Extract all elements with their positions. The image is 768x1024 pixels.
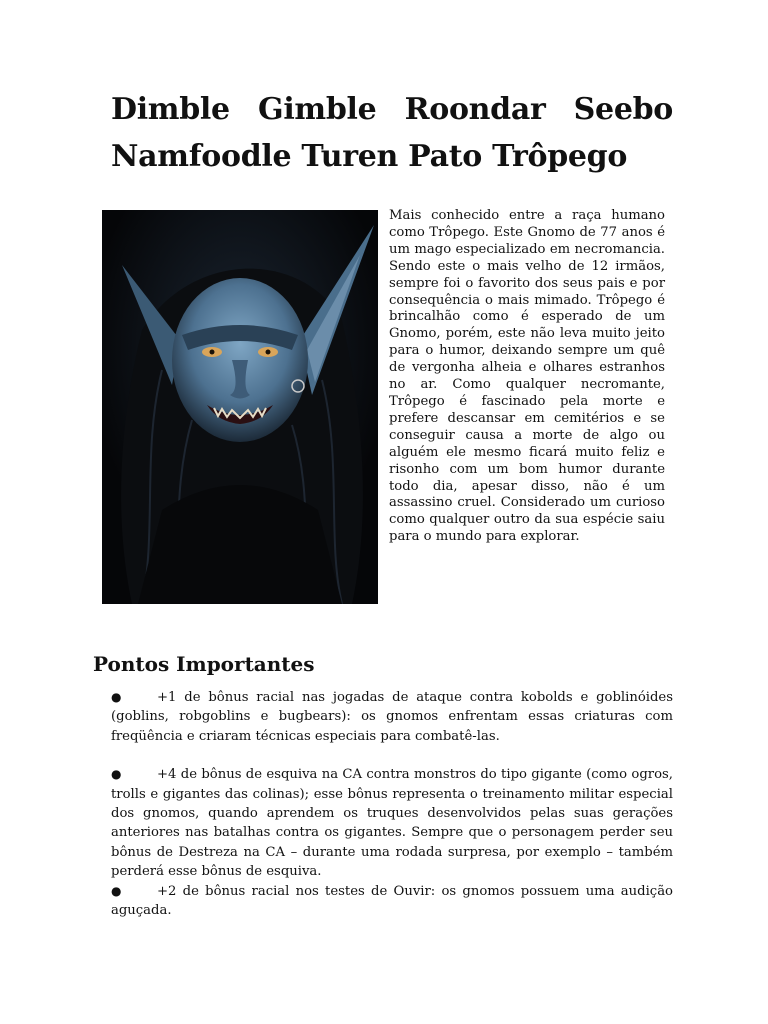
intro-paragraph: Mais conhecido entre a raça humano como Trôpego. Este Gnomo de 77 anos é um mago especializado em necromancia. Sendo este o mais velho de 12 irmãos, sempre foi o favorito dos seus pais e por consequência o mais mimado. Trôpego é brincalhão como é esperado de um Gnomo, porém, este não leva muito jeito para o humor, deixando sempre um quê de vergonha alheia e olhares estranhos no ar. Como qualquer necromante, Trôpego é fascinado pela morte e prefere descansar em cemitérios e se conseguir causa a morte de algo ou alguém ele mesmo ficará muito feliz e risonho com um bom humor durante todo dia, apesar disso, não é um assassino cruel. Considerado um curioso como qualquer outro da sua espécie saiu para o mundo para explorar. [389, 208, 665, 545]
list-item [111, 765, 673, 881]
section-title: Pontos Importantes [93, 652, 315, 676]
bullet-text: +2 de bônus racial nos testes de Ouvir: os gnomos possuem uma audição aguçada. [111, 883, 673, 919]
list-item [111, 882, 673, 921]
bullet-icon: ● [111, 690, 122, 704]
list-item [111, 688, 673, 746]
gnome-portrait-icon [102, 210, 378, 604]
bullet-text: +4 de bônus de esquiva na CA contra monstros do tipo gigante (como ogros, trolls e gigantes das colinas); esse bônus representa o treinamento militar especial dos gnomos, quando aprendem os truques desenvolvidos pelas suas gerações anteriores nas batalhas contra os gigantes. Sempre que o personagem perder seu bônus de Destreza na CA – durante uma rodada surpresa, por exemplo – também perderá esse bônus de esquiva. [111, 767, 673, 880]
bullet-text: +1 de bônus racial nas jogadas de ataque contra kobolds e goblinóides (goblins, robgoblins e bugbears): os gnomos enfrentam essas criaturas com freqüência e criaram técnicas especiais para combatê-las. [111, 690, 673, 744]
bullet-icon: ● [111, 883, 122, 898]
bullet-icon: ● [111, 767, 122, 782]
page-title: Dimble Gimble Roondar Seebo Namfoodle Turen Pato Trôpego [111, 92, 673, 174]
gnome-portrait-image [102, 210, 378, 604]
bullet-list [111, 688, 673, 920]
